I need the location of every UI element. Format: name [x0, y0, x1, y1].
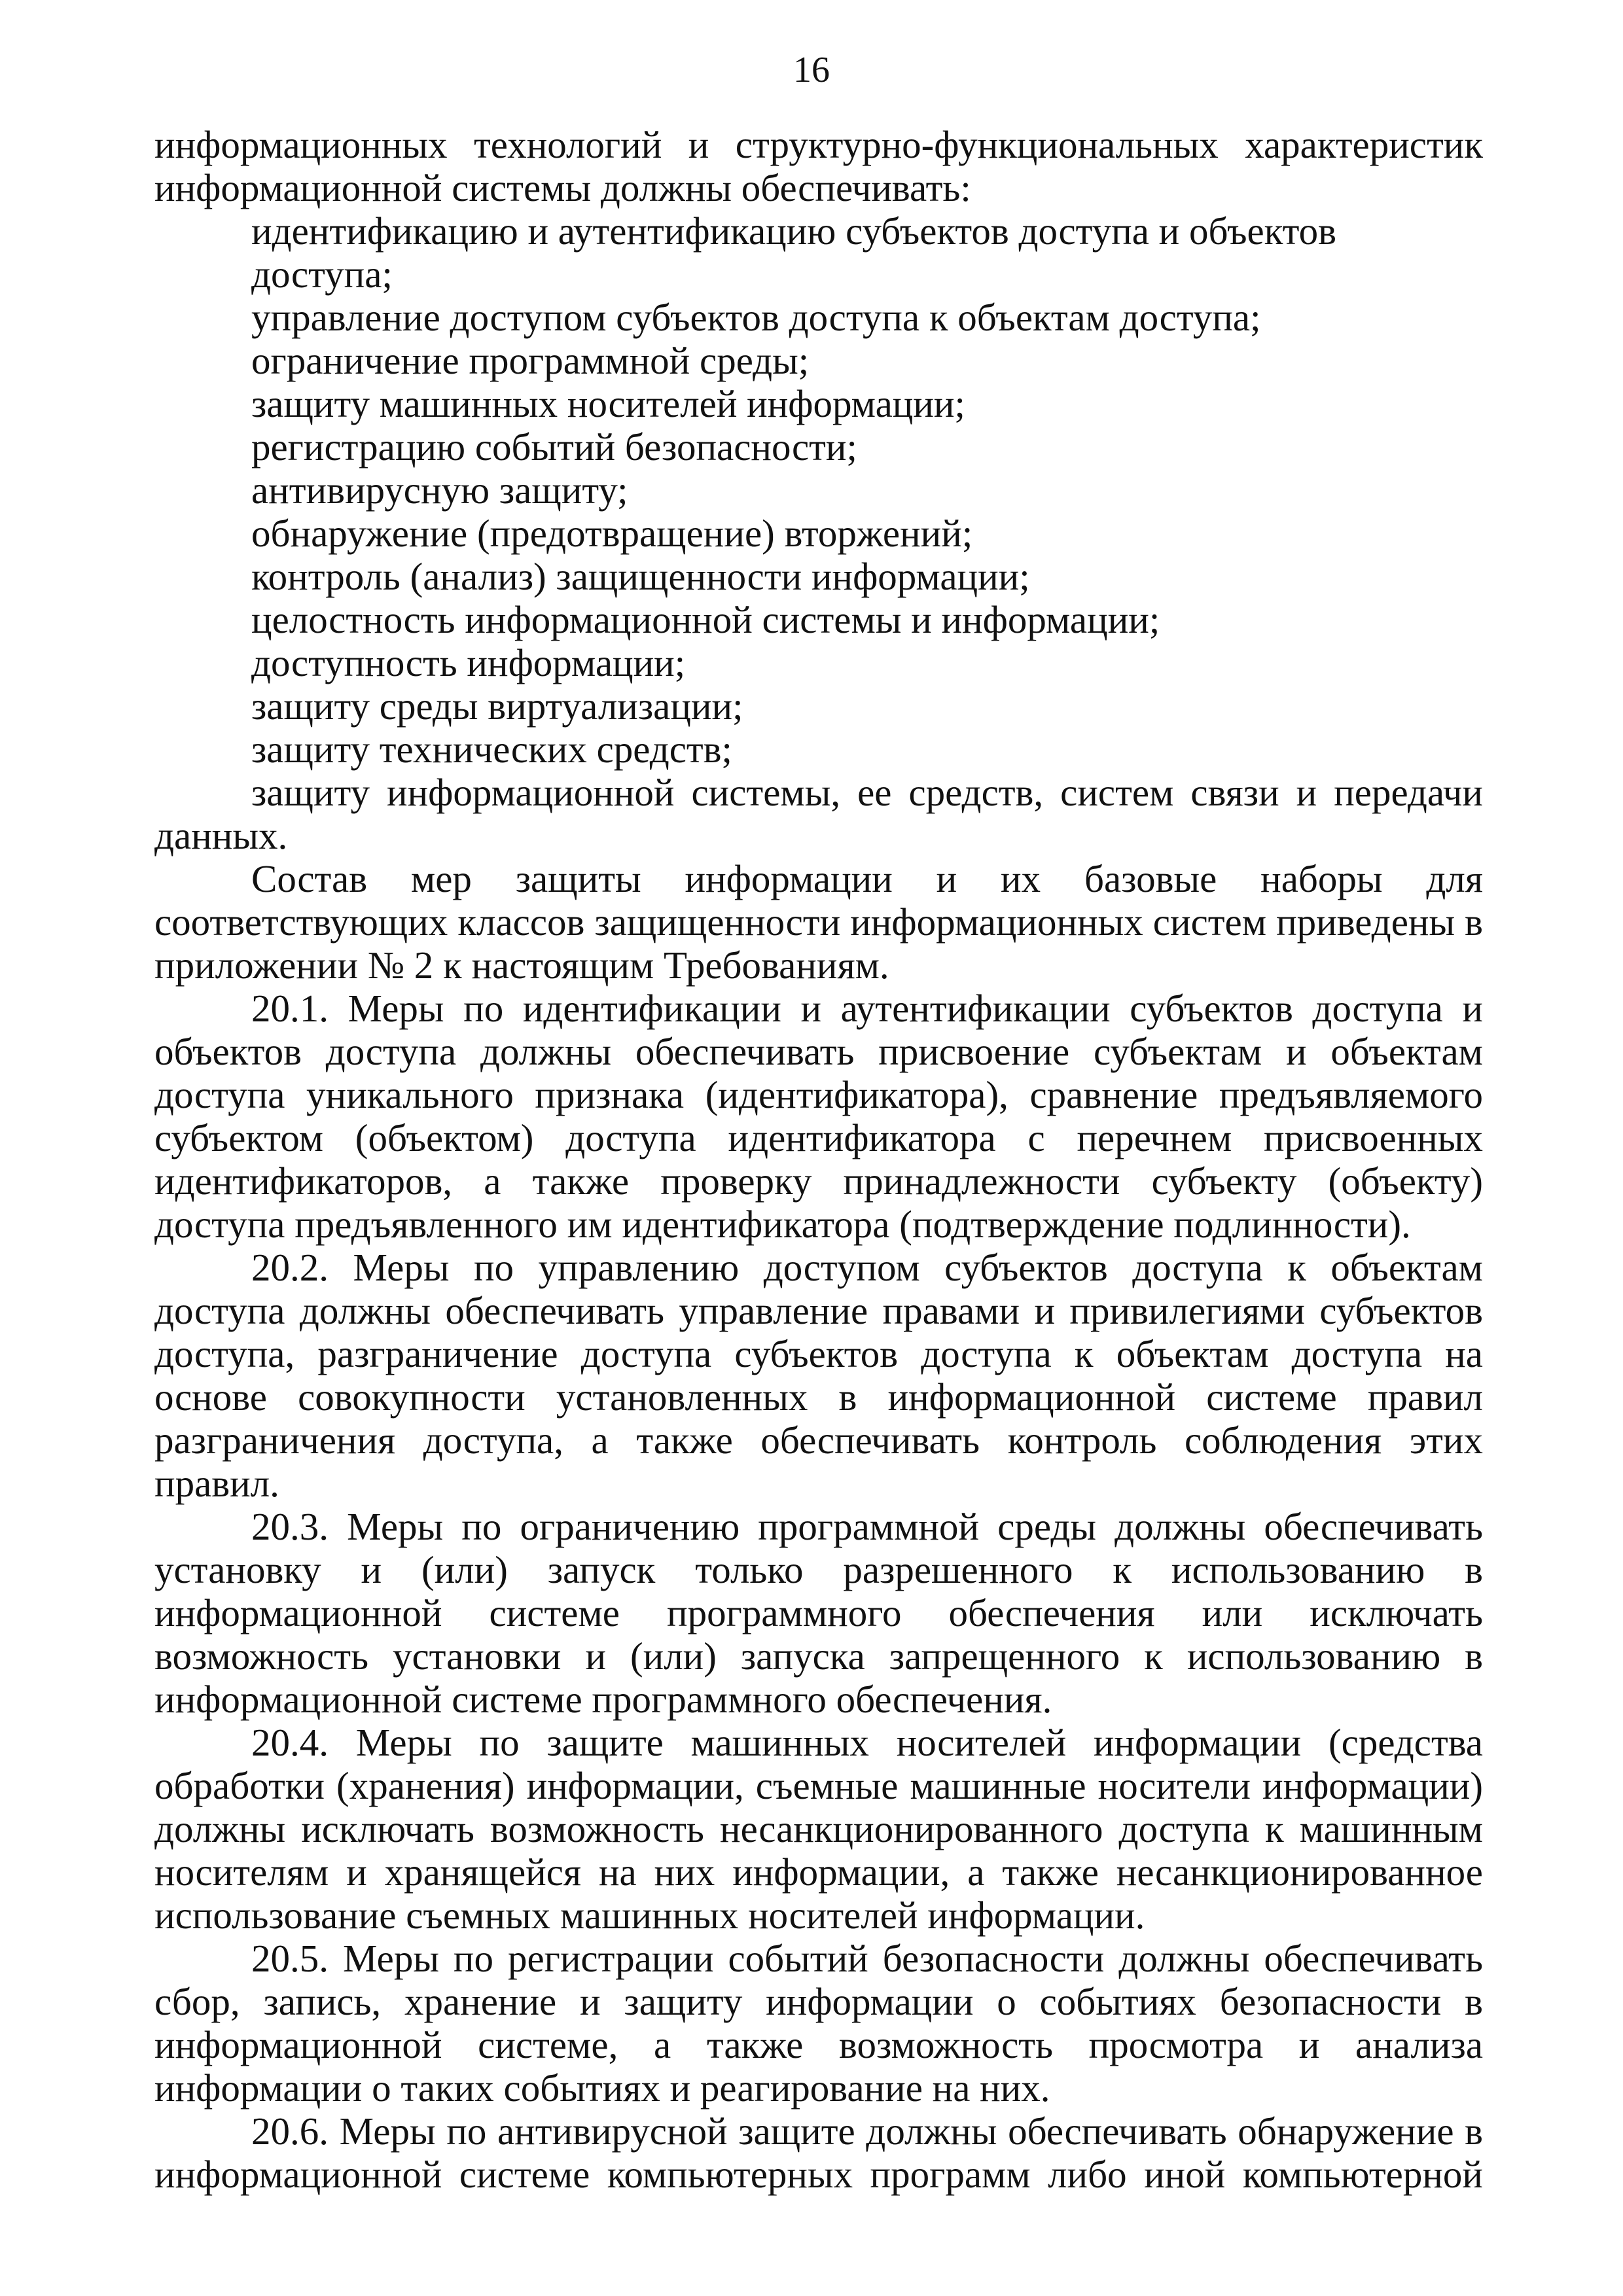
list-item: защиту технических средств;	[251, 728, 732, 771]
section-20-3: 20.3. Меры по ограничению программной среды должны обеспечивать установку и (или) запуск только разрешенного к использованию в информационной системе программного обеспечения или исключать возможность установки и (или) запуска запрещенного к использованию в информационной системе программного обеспечения.	[154, 1505, 1483, 1721]
section-20-4: 20.4. Меры по защите машинных носителей информации (средства обработки (хранения) информации, съемные машинные носители информации) должны исключать возможность несанкционированного доступа к машинным носителям и хранящейся на них информации, а также несанкционированное использование съемных машинных носителей информации.	[154, 1721, 1483, 1937]
list-item: защиту среды виртуализации;	[251, 684, 743, 728]
list-item: идентификацию и аутентификацию субъектов доступа и объектов доступа;	[251, 209, 1336, 296]
list-item: ограничение программной среды;	[251, 339, 810, 382]
section-20-2: 20.2. Меры по управлению доступом субъектов доступа к объектам доступа должны обеспечивать управление правами и привилегиями субъектов доступа, разграничение доступа субъектов доступа к объектам доступа на основе совокупности установленных в информационной системе правил разграничения доступа, а также обеспечивать контроль соблюдения этих правил.	[154, 1246, 1483, 1505]
list-item: защиту машинных носителей информации;	[251, 382, 965, 425]
list-item: доступность информации;	[251, 641, 686, 684]
section-20-6: 20.6. Меры по антивирусной защите должны обеспечивать обнаружение в информационной системе компьютерных программ либо иной компьютерной	[154, 2110, 1483, 2196]
list-item: целостность информационной системы и информации;	[251, 598, 1160, 641]
section-20-5: 20.5. Меры по регистрации событий безопасности должны обеспечивать сбор, запись, хранение и защиту информации о событиях безопасности в информационной системе, а также возможность просмотра и анализа информации о таких событиях и реагирование на них.	[154, 1937, 1483, 2110]
list-item: обнаружение (предотвращение) вторжений;	[251, 512, 973, 555]
list-item-last: защиту информационной системы, ее средств, систем связи и передачи данных.	[154, 771, 1483, 857]
intro-paragraph: информационных технологий и структурно-функциональных характеристик информационной системы должны обеспечивать:	[154, 123, 1483, 209]
document-body	[154, 123, 1483, 2196]
composition-paragraph: Состав мер защиты информации и их базовые наборы для соответствующих классов защищенности информационных систем приведены в приложении № 2 к настоящим Требованиям.	[154, 857, 1483, 987]
list-item: контроль (анализ) защищенности информации;	[251, 555, 1030, 598]
section-20-1: 20.1. Меры по идентификации и аутентификации субъектов доступа и объектов доступа должны обеспечивать присвоение субъектам и объектам доступа уникального признака (идентификатора), сравнение предъявляемого субъектом (объектом) доступа идентификатора с перечнем присвоенных идентификаторов, а также проверку принадлежности субъекту (объекту) доступа предъявленного им идентификатора (подтверждение подлинности).	[154, 987, 1483, 1246]
list-item: управление доступом субъектов доступа к объектам доступа;	[251, 296, 1261, 339]
list-item: антивирусную защиту;	[251, 468, 628, 512]
page-number: 16	[793, 50, 830, 90]
list-item: регистрацию событий безопасности;	[251, 425, 857, 468]
measures-list	[154, 209, 1483, 857]
